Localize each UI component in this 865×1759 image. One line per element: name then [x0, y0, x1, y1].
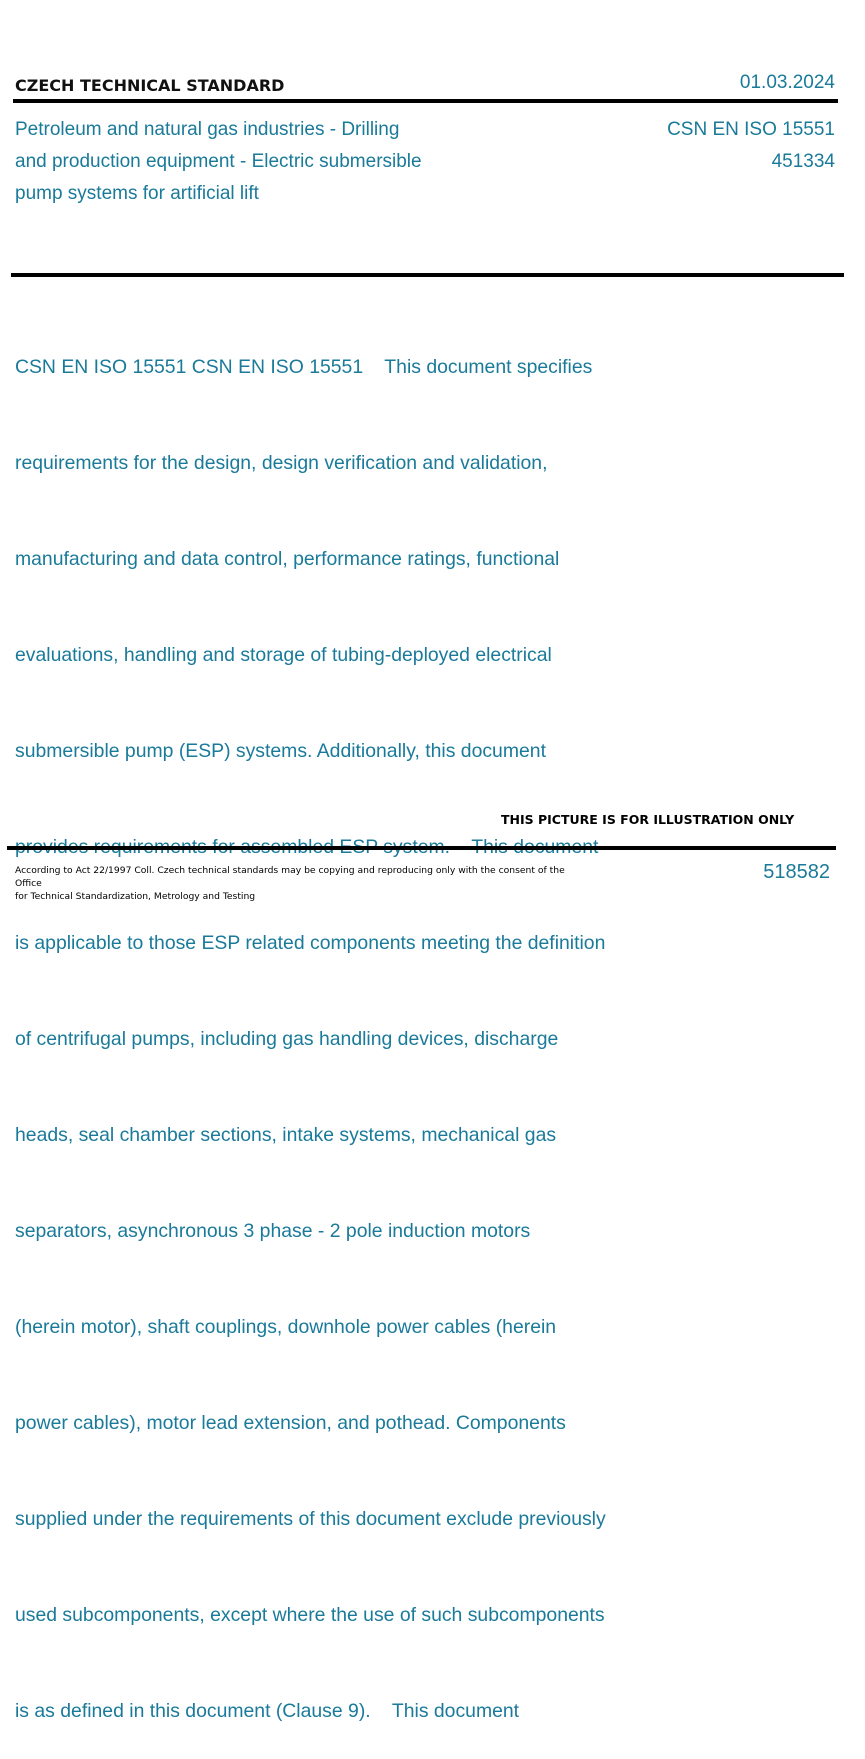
- catalog-number: 518582: [763, 861, 830, 883]
- standard-code: CSN EN ISO 15551: [667, 119, 835, 140]
- abstract-line: of centrifugal pumps, including gas handling devices, discharge: [15, 1028, 559, 1050]
- abstract-line: is applicable to those ESP related components meeting the definition: [15, 932, 606, 954]
- abstract-line: manufacturing and data control, performance ratings, functional: [15, 548, 560, 570]
- abstract-line: CSN EN ISO 15551 CSN EN ISO 15551 This document specifies: [15, 356, 593, 378]
- abstract-line: supplied under the requirements of this document exclude previously: [15, 1508, 606, 1530]
- abstract-line: heads, seal chamber sections, intake systems, mechanical gas: [15, 1124, 557, 1146]
- abstract-line: is as defined in this document (Clause 9). This document: [15, 1700, 520, 1722]
- abstract-line: requirements for the design, design verification and validation,: [15, 452, 548, 474]
- top-rule: [13, 99, 838, 103]
- standard-identifiers: [667, 114, 835, 178]
- abstract-line: evaluations, handling and storage of tubing-deployed electrical: [15, 644, 552, 666]
- standard-title-line: pump systems for artificial lift: [15, 183, 259, 204]
- standard-title-line: and production equipment - Electric submersible: [15, 151, 422, 172]
- standard-title: [15, 114, 515, 210]
- abstract-line: power cables), motor lead extension, and pothead. Components: [15, 1412, 566, 1434]
- legal-notice-line: for Technical Standardization, Metrology and Testing: [15, 891, 256, 902]
- illustration-notice: THIS PICTURE IS FOR ILLUSTRATION ONLY: [501, 812, 795, 827]
- legal-notice: [15, 864, 585, 903]
- legal-notice-line: According to Act 22/1997 Coll. Czech technical standards may be copying and reproducing only with the consent of the Office: [15, 865, 565, 889]
- abstract-line: submersible pump (ESP) systems. Additionally, this document: [15, 740, 546, 762]
- document-type-label: CZECH TECHNICAL STANDARD: [15, 76, 285, 95]
- abstract-text: [15, 287, 680, 1759]
- abstract-line: (herein motor), shaft couplings, downhole power cables (herein: [15, 1316, 557, 1338]
- class-number: 451334: [771, 151, 835, 172]
- bottom-rule: [7, 846, 836, 850]
- middle-rule: [11, 273, 844, 277]
- abstract-line: separators, asynchronous 3 phase - 2 pole induction motors: [15, 1220, 531, 1242]
- publication-date: 01.03.2024: [739, 72, 835, 93]
- abstract-line: used subcomponents, except where the use of such subcomponents: [15, 1604, 605, 1626]
- standard-title-line: Petroleum and natural gas industries - Drilling: [15, 119, 400, 140]
